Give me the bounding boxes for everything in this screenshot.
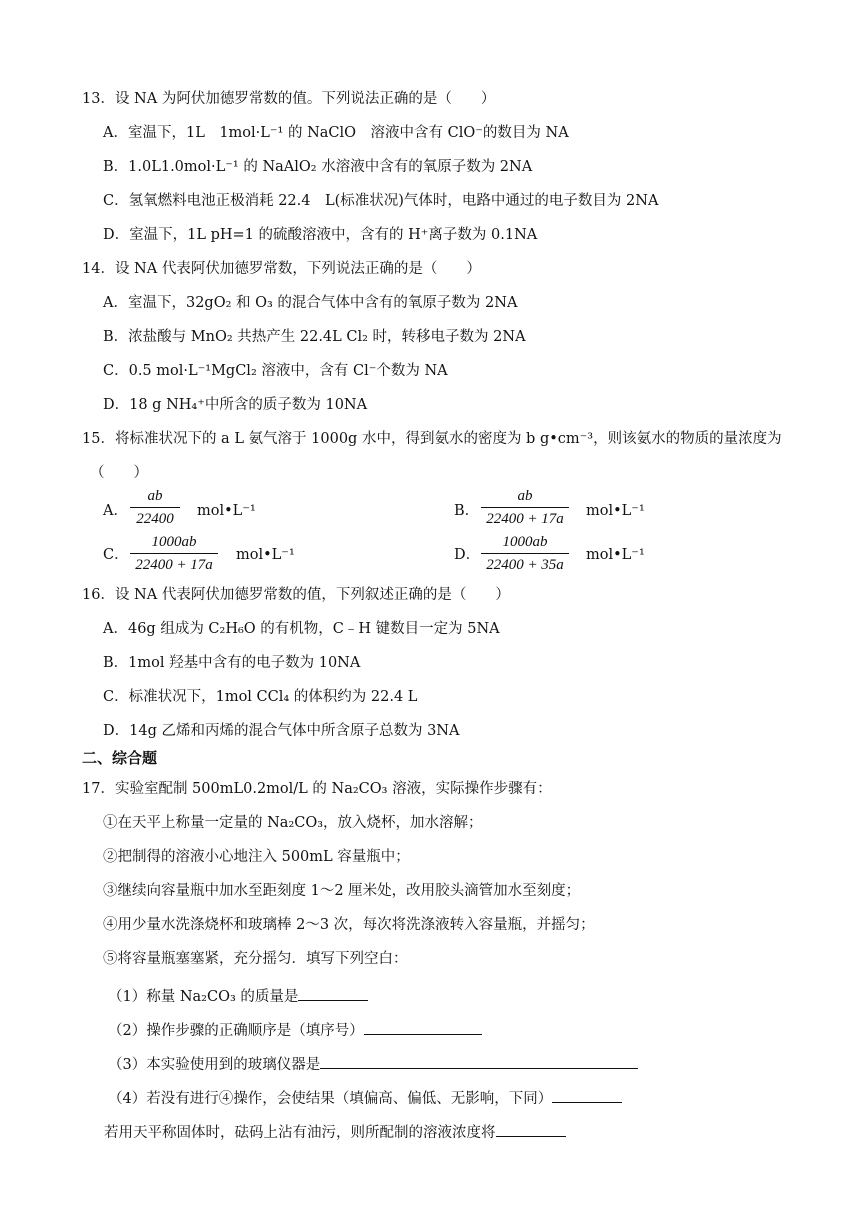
answer-blank-1[interactable] bbox=[298, 986, 368, 1001]
q15-option-c-label: C． bbox=[103, 547, 129, 563]
q15-stem: 15．将标准状况下的 a L 氨气溶于 1000g 水中，得到氨水的密度为 b g•cm⁻³，则该氨水的物质的量浓度为 bbox=[82, 431, 782, 447]
section-heading: 二、综合题 bbox=[82, 749, 158, 767]
q15-option-c-numerator: 1000ab bbox=[151, 534, 197, 550]
q17-step-4: ④用少量水洗涤烧杯和玻璃棒 2～3 次，每次将洗涤液转入容量瓶，并摇匀； bbox=[103, 917, 595, 933]
q17-part-2-text: （2）操作步骤的正确顺序是（填序号） bbox=[108, 1023, 364, 1039]
q15-option-d-label: D． bbox=[454, 547, 481, 563]
q15-option-a-label: A． bbox=[103, 503, 128, 519]
q15-option-c-denominator: 22400 + 17a bbox=[135, 557, 213, 573]
q17-step-5: ⑤将容量瓶塞塞紧，充分摇匀．填写下列空白： bbox=[103, 951, 408, 967]
answer-blank-4[interactable] bbox=[552, 1088, 622, 1103]
q13-option-d: D．室温下，1L pH=1 的硫酸溶液中，含有的 H⁺离子数为 0.1NA bbox=[103, 227, 538, 243]
q17-part-4-text: （4）若没有进行④操作，会使结果（填偏高、偏低、无影响，下同） bbox=[108, 1091, 553, 1107]
q16-option-b: B．1mol 羟基中含有的电子数为 10NA bbox=[103, 655, 361, 671]
q15-answer-paren: （ ） bbox=[90, 465, 148, 481]
answer-blank-5[interactable] bbox=[496, 1122, 566, 1137]
q15-option-d-fraction bbox=[481, 535, 569, 573]
q16-option-c: C．标准状况下，1mol CCl₄ 的体积约为 22.4 L bbox=[103, 689, 418, 705]
q15-option-a-fraction bbox=[130, 489, 180, 527]
q17-step-1: ①在天平上称量一定量的 Na₂CO₃，放入烧杯，加水溶解； bbox=[103, 815, 483, 831]
q17-part-4-followup bbox=[104, 1122, 566, 1141]
q16-option-a: A．46g 组成为 C₂H₆O 的有机物，C﹣H 键数目一定为 5NA bbox=[103, 621, 500, 637]
q17-part-4-followup-text: 若用天平称固体时，砝码上沾有油污，则所配制的溶液浓度将 bbox=[104, 1125, 496, 1141]
q14-option-d: D．18 g NH₄⁺中所含的质子数为 10NA bbox=[103, 397, 368, 413]
q14-option-c: C．0.5 mol·L⁻¹MgCl₂ 溶液中，含有 Cl⁻个数为 NA bbox=[103, 363, 448, 379]
q15-option-c-fraction bbox=[130, 535, 218, 573]
q17-part-2 bbox=[108, 1020, 482, 1039]
q17-part-3-text: （3）本实验使用到的玻璃仪器是 bbox=[108, 1057, 321, 1073]
q15-option-a-unit: mol•L⁻¹ bbox=[197, 503, 256, 519]
q15-option-b-label: B． bbox=[454, 503, 480, 519]
q17-step-2: ②把制得的溶液小心地注入 500mL 容量瓶中； bbox=[103, 849, 410, 865]
q17-part-1-text: （1）称量 Na₂CO₃ 的质量是 bbox=[108, 989, 299, 1005]
q14-stem: 14．设 NA 代表阿伏加德罗常数，下列说法正确的是（ ） bbox=[82, 261, 481, 277]
q17-part-3 bbox=[108, 1054, 638, 1073]
q15-option-b-numerator: ab bbox=[517, 488, 533, 504]
q15-option-c-unit: mol•L⁻¹ bbox=[236, 547, 295, 563]
q15-option-b-fraction bbox=[481, 489, 569, 527]
q15-option-b-denominator: 22400 + 17a bbox=[486, 511, 564, 527]
q17-step-3: ③继续向容量瓶中加水至距刻度 1～2 厘米处，改用胶头滴管加水至刻度； bbox=[103, 883, 581, 899]
q16-stem: 16．设 NA 代表阿伏加德罗常数的值，下列叙述正确的是（ ） bbox=[82, 587, 510, 603]
q14-option-b: B．浓盐酸与 MnO₂ 共热产生 22.4L Cl₂ 时，转移电子数为 2NA bbox=[103, 329, 526, 345]
q16-option-d: D．14g 乙烯和丙烯的混合气体中所含原子总数为 3NA bbox=[103, 723, 460, 739]
q17-stem: 17．实验室配制 500mL0.2mol/L 的 Na₂CO₃ 溶液，实际操作步骤有： bbox=[82, 781, 552, 797]
q15-option-a-denominator: 22400 bbox=[136, 511, 174, 527]
q13-option-c: C．氢氧燃料电池正极消耗 22.4 L(标准状况)气体时，电路中通过的电子数目为 2NA bbox=[103, 193, 659, 209]
q15-option-d-unit: mol•L⁻¹ bbox=[586, 547, 645, 563]
answer-blank-2[interactable] bbox=[364, 1020, 482, 1035]
q13-option-b: B．1.0L1.0mol·L⁻¹ 的 NaAlO₂ 水溶液中含有的氧原子数为 2NA bbox=[103, 159, 533, 175]
q17-part-1 bbox=[108, 986, 368, 1005]
answer-blank-3[interactable] bbox=[320, 1054, 638, 1069]
q15-option-d-numerator: 1000ab bbox=[502, 534, 548, 550]
q17-part-4 bbox=[108, 1088, 622, 1107]
q15-option-d-denominator: 22400 + 35a bbox=[486, 557, 564, 573]
q15-option-b-unit: mol•L⁻¹ bbox=[586, 503, 645, 519]
q13-option-a: A．室温下，1L 1mol·L⁻¹ 的 NaClO 溶液中含有 ClO⁻的数目为 NA bbox=[103, 125, 569, 141]
q15-option-a-numerator: ab bbox=[147, 488, 163, 504]
q14-option-a: A．室温下，32gO₂ 和 O₃ 的混合气体中含有的氧原子数为 2NA bbox=[103, 295, 518, 311]
q13-stem: 13．设 NA 为阿伏加德罗常数的值。下列说法正确的是（ ） bbox=[82, 91, 496, 107]
